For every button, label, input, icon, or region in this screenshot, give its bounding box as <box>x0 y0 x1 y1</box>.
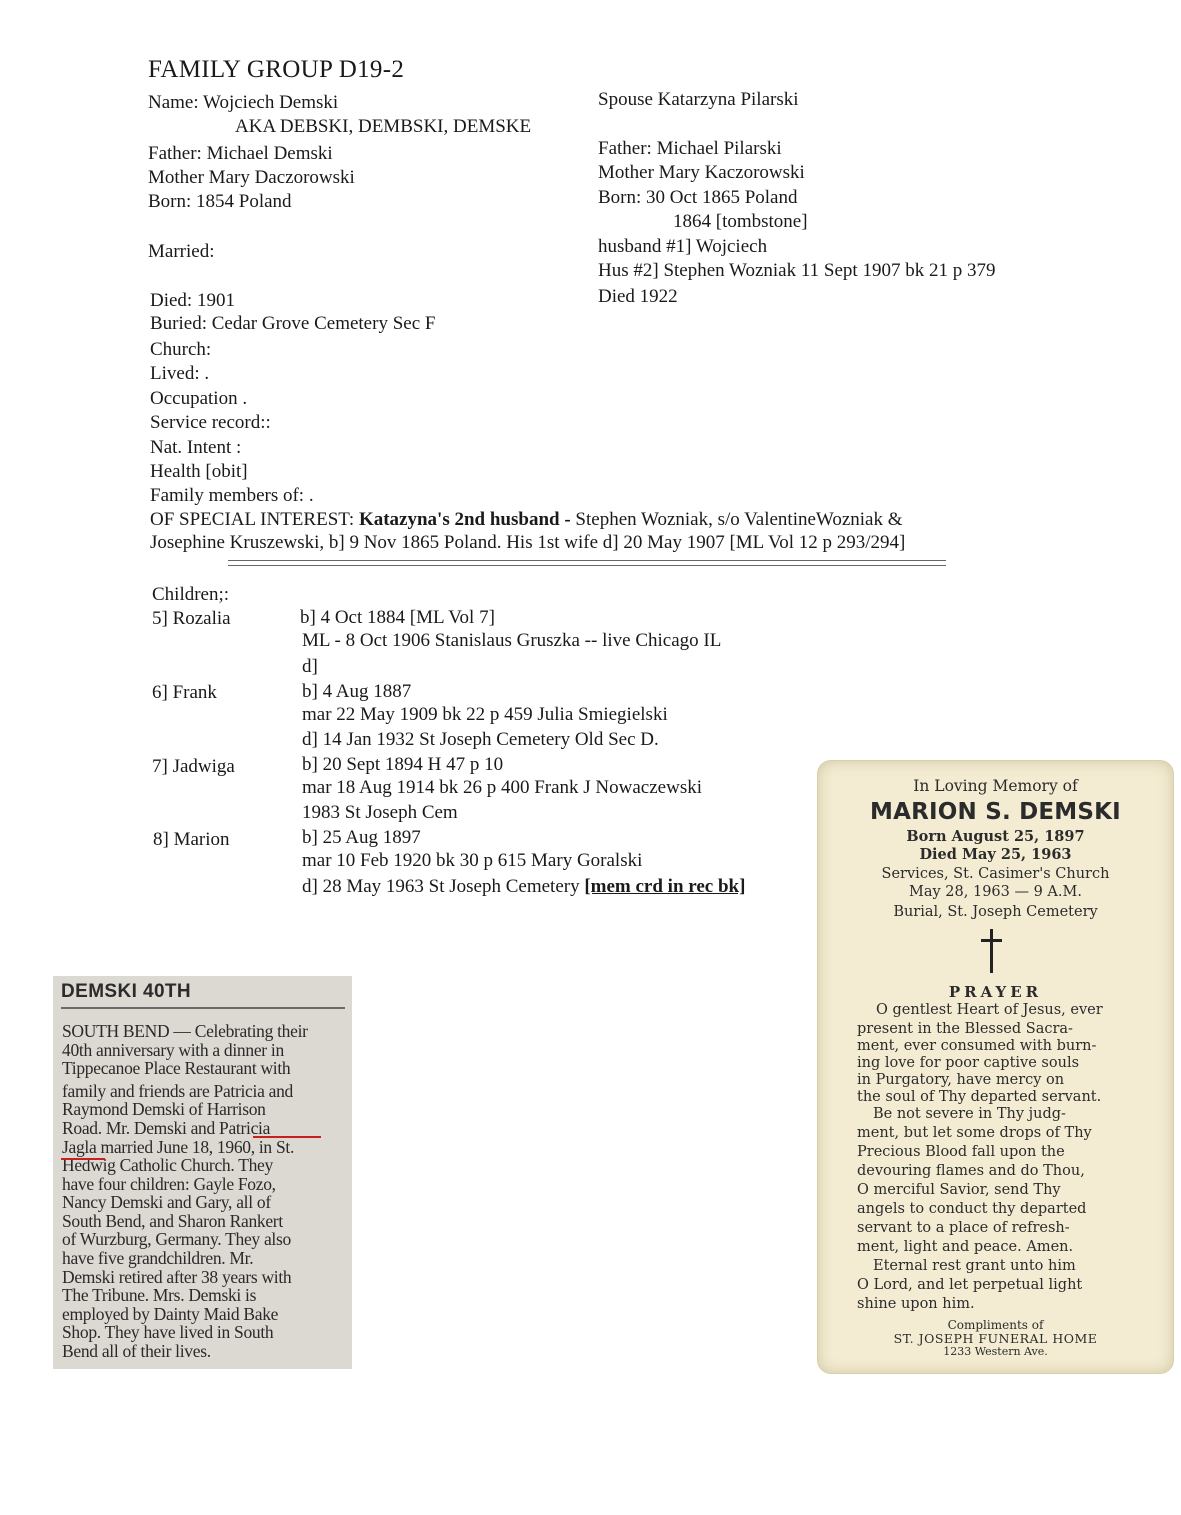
children-heading: Children;: <box>152 584 230 605</box>
double-rule-divider <box>228 560 946 566</box>
family-members-field: Family members of: . <box>150 485 314 506</box>
memorial-card-reference: [mem crd in rec bk] <box>584 876 746 897</box>
spouse-husband-1: husband #1] Wojciech <box>598 236 768 257</box>
clipping-line: Jagla married June 18, 1960, in St. <box>62 1137 295 1157</box>
card-prayer-line: O merciful Savior, send Thy <box>857 1182 1061 1198</box>
clipping-line: Demski retired after 38 years with <box>62 1267 292 1287</box>
mother-field: Mother Mary Daczorowski <box>148 167 355 188</box>
clipping-line: SOUTH BEND — Celebrating their <box>62 1021 308 1041</box>
child-name-rozalia: 5] Rozalia <box>152 608 231 629</box>
cross-icon <box>990 929 993 973</box>
clipping-line: Raymond Demski of Harrison <box>62 1099 266 1119</box>
card-prayer-line: angels to conduct thy departed <box>857 1201 1087 1217</box>
card-prayer-line: shine upon him. <box>857 1296 975 1312</box>
clipping-line: The Tribune. Mrs. Demski is <box>62 1285 257 1305</box>
spouse-husband-2: Hus #2] Stephen Wozniak 11 Sept 1907 bk 21 p 379 <box>598 260 996 281</box>
clipping-line: Bend all of their lives. <box>62 1341 211 1361</box>
nat-intent-field: Nat. Intent : <box>150 437 242 458</box>
child-rozalia-marriage: ML - 8 Oct 1906 Stanislaus Gruszka -- live Chicago IL <box>302 630 722 651</box>
child-jadwiga-born: b] 20 Sept 1894 H 47 p 10 <box>302 754 504 775</box>
spouse-born-field: Born: 30 Oct 1865 Poland <box>598 187 798 208</box>
spouse-mother-field: Mother Mary Kaczorowski <box>598 162 805 183</box>
clipping-line: South Bend, and Sharon Rankert <box>62 1211 283 1231</box>
card-prayer-line: ment, but let some drops of Thy <box>857 1125 1092 1141</box>
name-field: Name: Wojciech Demski <box>148 92 339 113</box>
spouse-died: Died 1922 <box>598 286 678 307</box>
clipping-line: Hedwig Catholic Church. They <box>62 1155 273 1175</box>
newspaper-clipping <box>53 976 352 1369</box>
card-prayer-line: O gentlest Heart of Jesus, ever <box>876 1002 1103 1018</box>
special-interest-line2: Josephine Kruszewski, b] 9 Nov 1865 Poland. His 1st wife d] 20 May 1907 [ML Vol 12 p 293/294] <box>150 532 906 553</box>
clipping-line: Shop. They have lived in South <box>62 1322 274 1342</box>
child-jadwiga-marriage: mar 18 Aug 1914 bk 26 p 400 Frank J Nowaczewski <box>302 777 703 798</box>
child-marion-died: d] 28 May 1963 St Joseph Cemetery <box>302 876 580 897</box>
card-born: Born August 25, 1897 <box>906 828 1085 845</box>
card-name: MARION S. DEMSKI <box>870 799 1121 825</box>
card-prayer-line: Precious Blood fall upon the <box>857 1144 1065 1160</box>
card-prayer-line: Eternal rest grant unto him <box>873 1258 1076 1274</box>
child-marion-died-line <box>302 875 745 899</box>
card-prayer-line: servant to a place of refresh- <box>857 1220 1070 1236</box>
child-jadwiga-died: 1983 St Joseph Cem <box>302 802 458 823</box>
father-field: Father: Michael Demski <box>148 143 333 164</box>
child-frank-born: b] 4 Aug 1887 <box>302 681 412 702</box>
card-prayer-line: the soul of Thy departed servant. <box>857 1089 1102 1105</box>
memorial-card <box>817 760 1174 1374</box>
card-burial: Burial, St. Joseph Cemetery <box>893 904 1098 920</box>
child-rozalia-died: d] <box>302 656 318 677</box>
clipping-line: Road. Mr. Demski and Patricia <box>62 1118 271 1138</box>
spouse-born-tombstone: 1864 [tombstone] <box>673 211 808 232</box>
card-memory-line: In Loving Memory of <box>913 777 1078 795</box>
spouse-field: Spouse Katarzyna Pilarski <box>598 89 799 110</box>
child-frank-died: d] 14 Jan 1932 St Joseph Cemetery Old Sec D. <box>302 729 659 750</box>
card-died: Died May 25, 1963 <box>919 846 1072 863</box>
church-field: Church: <box>150 339 212 360</box>
clipping-line: have five grandchildren. Mr. <box>62 1248 254 1268</box>
clipping-line: Nancy Demski and Gary, all of <box>62 1192 271 1212</box>
clipping-line: family and friends are Patricia and <box>62 1081 293 1101</box>
married-field: Married: <box>148 241 215 262</box>
special-interest-text1: Stephen Wozniak, s/o ValentineWozniak & <box>575 509 903 530</box>
card-prayer-line: in Purgatory, have mercy on <box>857 1072 1065 1088</box>
card-address: 1233 Western Ave. <box>943 1345 1048 1358</box>
clipping-line: Tippecanoe Place Restaurant with <box>62 1058 291 1078</box>
born-field: Born: 1854 Poland <box>148 191 292 212</box>
clipping-line: of Wurzburg, Germany. They also <box>62 1229 291 1249</box>
red-underline-mark <box>253 1136 321 1138</box>
clipping-headline-bar <box>61 981 345 1009</box>
page-title: FAMILY GROUP D19-2 <box>148 56 405 83</box>
child-frank-marriage: mar 22 May 1909 bk 22 p 459 Julia Smiegielski <box>302 704 668 725</box>
card-prayer-line: ing love for poor captive souls <box>857 1055 1080 1071</box>
aka-field: AKA DEBSKI, DEMBSKI, DEMSKE <box>235 116 532 137</box>
buried-field: Buried: Cedar Grove Cemetery Sec F <box>150 313 436 334</box>
child-name-marion: 8] Marion <box>153 829 230 850</box>
child-name-jadwiga: 7] Jadwiga <box>152 756 235 777</box>
child-name-frank: 6] Frank <box>152 682 217 703</box>
clipping-line: employed by Dainty Maid Bake <box>62 1304 279 1324</box>
special-interest-line1 <box>150 508 903 532</box>
spouse-father-field: Father: Michael Pilarski <box>598 138 782 159</box>
clipping-line: have four children: Gayle Fozo, <box>62 1174 276 1194</box>
died-field: Died: 1901 <box>150 290 235 311</box>
cross-icon-bar <box>981 939 1002 942</box>
child-rozalia-born: b] 4 Oct 1884 [ML Vol 7] <box>300 607 495 628</box>
occupation-field: Occupation . <box>150 388 248 409</box>
child-marion-born: b] 25 Aug 1897 <box>302 827 421 848</box>
card-compliments: Compliments of <box>947 1318 1044 1332</box>
card-funeral-home: ST. JOSEPH FUNERAL HOME <box>893 1331 1098 1346</box>
health-field: Health [obit] <box>150 461 248 482</box>
card-prayer-line: O Lord, and let perpetual light <box>857 1277 1083 1293</box>
card-services: Services, St. Casimer's Church <box>881 866 1110 882</box>
red-underline-mark <box>61 1158 105 1160</box>
special-interest-bold: Katazyna's 2nd husband - <box>358 509 571 530</box>
card-prayer-line: ment, light and peace. Amen. <box>857 1239 1074 1255</box>
clipping-line: 40th anniversary with a dinner in <box>62 1040 284 1060</box>
card-service-date: May 28, 1963 — 9 A.M. <box>909 884 1082 900</box>
card-prayer-title: PRAYER <box>948 983 1043 1001</box>
clipping-headline: DEMSKI 40TH <box>61 981 192 1002</box>
lived-field: Lived: . <box>150 363 210 384</box>
card-prayer-line: present in the Blessed Sacra- <box>857 1021 1073 1037</box>
child-marion-marriage: mar 10 Feb 1920 bk 30 p 615 Mary Goralski <box>302 850 643 871</box>
card-prayer-line: ment, ever consumed with burn- <box>857 1038 1097 1054</box>
card-prayer-line: Be not severe in Thy judg- <box>873 1106 1066 1122</box>
service-record-field: Service record:: <box>150 412 271 433</box>
special-interest-label: OF SPECIAL INTEREST: <box>150 509 355 530</box>
card-prayer-line: devouring flames and do Thou, <box>857 1163 1085 1179</box>
